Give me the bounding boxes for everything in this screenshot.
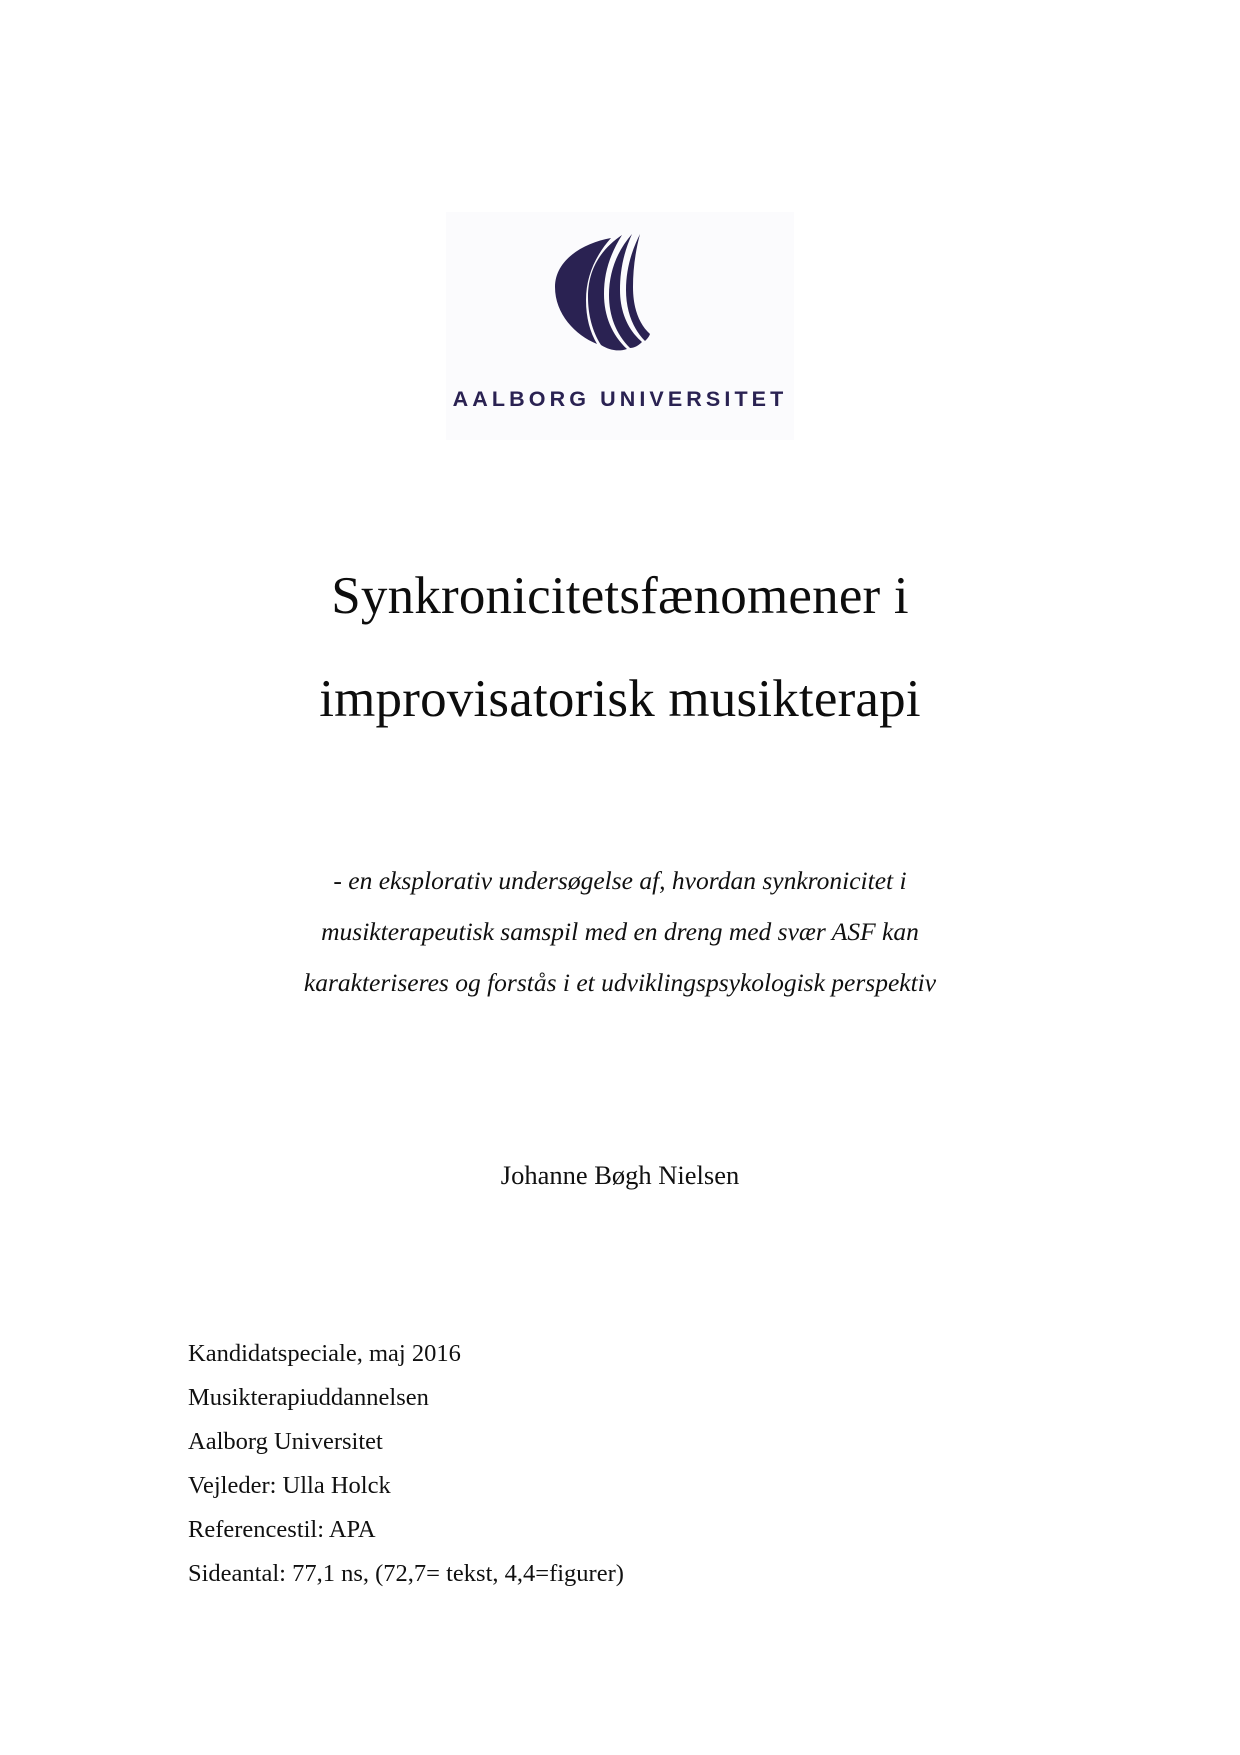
meta-line-programme: Musikterapiuddannelsen xyxy=(188,1384,429,1411)
meta-line-programme-date: Kandidatspeciale, maj 2016 xyxy=(188,1340,461,1367)
university-wordmark: AALBORG UNIVERSITET xyxy=(452,387,788,411)
aalborg-university-sail-logo-icon xyxy=(545,234,695,366)
document-meta-block xyxy=(188,1332,948,1596)
meta-line-reference-style: Referencestil: APA xyxy=(188,1516,376,1543)
author-name: Johanne Bøgh Nielsen xyxy=(500,1160,740,1190)
page-title xyxy=(0,545,1240,751)
author-block xyxy=(0,1158,1240,1192)
page-subtitle xyxy=(0,855,1240,1008)
meta-line-supervisor: Vejleder: Ulla Holck xyxy=(188,1472,391,1499)
meta-line-page-count: Sideantal: 77,1 ns, (72,7= tekst, 4,4=figurer) xyxy=(188,1560,624,1587)
meta-line-institution: Aalborg Universitet xyxy=(188,1428,383,1455)
university-logo-block xyxy=(0,212,1240,440)
title-line-2: improvisatorisk musikterapi xyxy=(319,670,921,728)
subtitle-line-2: musikterapeutisk samspil med en dreng med svær ASF kan xyxy=(321,917,919,946)
subtitle-line-1: - en eksplorativ undersøgelse af, hvordan synkronicitet i xyxy=(333,866,907,895)
subtitle-line-3: karakteriseres og forstås i et udviklingspsykologisk perspektiv xyxy=(303,968,937,997)
title-line-1: Synkronicitetsfænomener i xyxy=(331,567,909,625)
logo-plate xyxy=(446,212,794,440)
